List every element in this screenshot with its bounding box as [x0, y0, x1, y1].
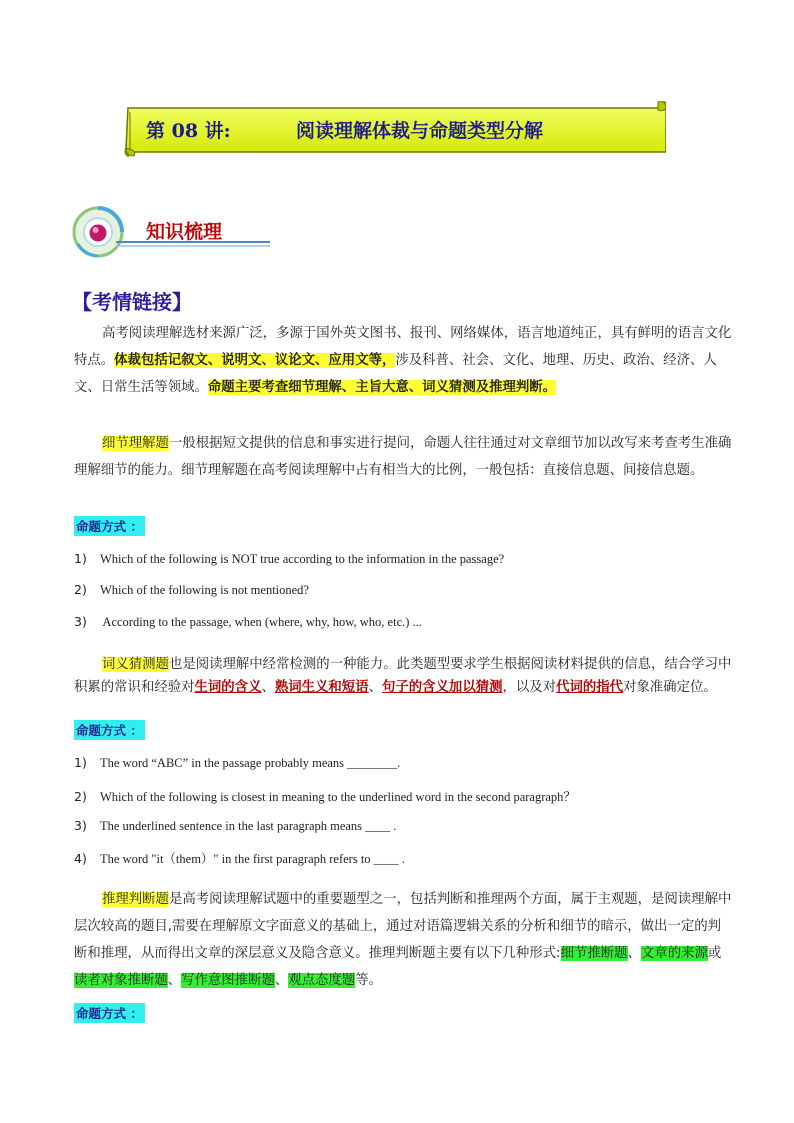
lesson-number: 第 08 讲:	[146, 120, 231, 142]
banner-title	[146, 116, 543, 143]
question-item: 4) The word "it（them）" in the first paragraph refers to ____ .	[74, 851, 405, 866]
attitude-tag: 观点态度题	[288, 973, 356, 988]
infer-paragraph: 推理判断题是高考阅读理解试题中的重要题型之一，包括判断和推理两个方面，属于主观题，是阅读理解中层次较高的题目,需要在理解原文字面意义的基础上，通过对语篇逻辑关系的分析和细节的暗示，做出一定的判断和推理，从而得出文章的深层意义及隐含意义。推理判断题主要有以下几种形式:细节推断题、文章的来源或读者对象推断题、写作意图推断题、观点态度题等。	[74, 892, 732, 988]
title-banner	[124, 100, 666, 158]
purpose-tag: 写作意图推断题	[181, 973, 275, 988]
question-item: 3) The underlined sentence in the last paragraph means ____ .	[74, 818, 397, 833]
pronoun-reference: 代词的指代	[556, 680, 624, 695]
genre-highlight: 体裁包括记叙文、说明文、议论文、应用文等，	[114, 353, 396, 368]
detail-term: 细节理解题	[102, 436, 169, 451]
vocab-term: 词义猜测题	[102, 657, 169, 672]
question-item: 1) The word “ABC” in the passage probably means ________.	[74, 755, 401, 770]
intro-text-2: 涉及科普、社会、文化、地理、历史、政治、经济、人文、日常生活等领域。	[74, 353, 717, 395]
question-item: 2) Which of the following is closest in meaning to the underlined word in the second paragraph？	[74, 789, 576, 804]
detail-inference-tag: 细节推断题	[560, 946, 628, 961]
source-tag: 文章的来源	[640, 946, 708, 961]
section-title: 知识梳理	[146, 221, 223, 243]
intro-paragraph	[74, 320, 734, 401]
question-item: 3) According to the passage, when (where, why, how, who, etc.) ...	[74, 614, 422, 629]
intro-text: 高考阅读理解选材来源广泛，多源于国外英文图书、报刊、网络媒体，语言地道纯正，具有鲜明的语言文化特点。	[74, 326, 732, 368]
infer-format-label: 命题方式 ：	[74, 1003, 145, 1023]
infer-term: 推理判断题	[102, 892, 169, 907]
exam-link-heading: 【考情链接】	[72, 290, 192, 314]
new-word-meaning: 生词的含义	[194, 680, 262, 695]
phrase-meaning: 熟词生义和短语	[274, 680, 369, 695]
lesson-title: 阅读理解体裁与命题类型分解	[296, 120, 544, 142]
topics-highlight: 命题主要考查细节理解、主旨大意、词义猜测及推理判断。	[207, 380, 557, 395]
reader-tag: 读者对象推断题	[74, 973, 168, 988]
vocab-paragraph: 词义猜测题也是阅读理解中经常检测的一种能力。此类题型要求学生根据阅读材料提供的信息，结合学习中积累的常识和经验对生词的含义、熟词生义和短语、句子的含义加以猜测，以及对代词的指代对象准确定位。	[74, 657, 732, 695]
detail-text: 一般根据短文提供的信息和事实进行提问，命题人往往通过对文章细节加以改写来考查考生准确理解细节的能力。细节理解题在高考阅读理解中占有相当大的比例，一般包括：直接信息题、间接信息题。	[74, 436, 732, 478]
detail-format-label: 命题方式 ：	[74, 516, 145, 536]
section-heading	[70, 204, 275, 260]
sentence-meaning: 句子的含义加以猜测	[381, 680, 503, 695]
detail-paragraph	[74, 430, 734, 484]
question-item: 1) Which of the following is NOT true according to the information in the passage?	[74, 551, 505, 566]
vocab-format-label: 命题方式 ：	[74, 720, 145, 740]
question-item: 2) Which of the following is not mentioned?	[74, 582, 309, 597]
